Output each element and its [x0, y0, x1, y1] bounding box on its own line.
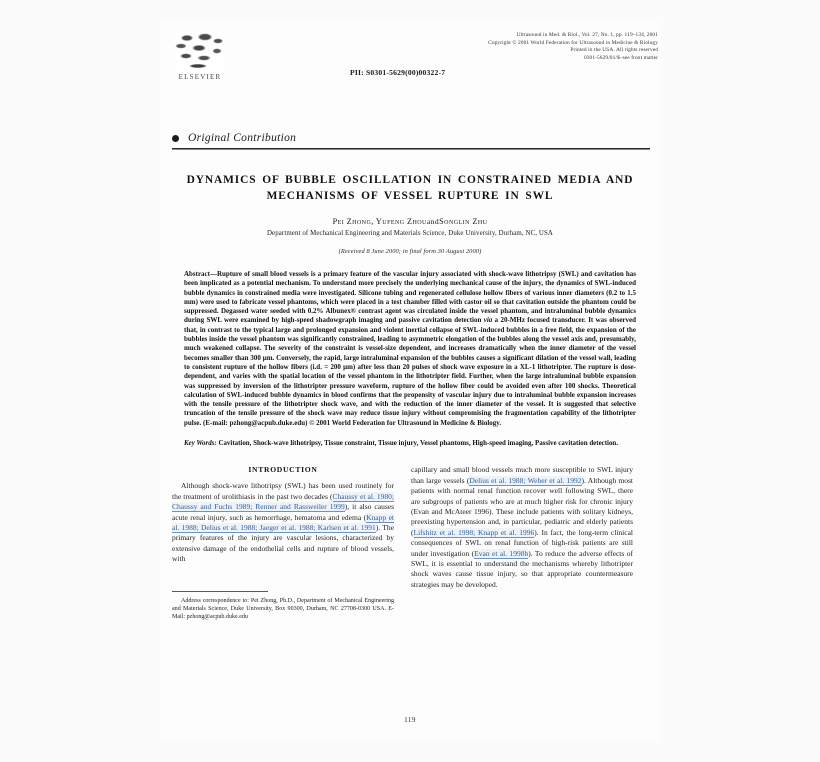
text-run: ). Although most patients with normal renal function recover well following SWL, there are subgroups of patients who are at much higher risk for chronic injury (Evan and McAteer 1996). These include patients with solitary kidneys, preexisting hypertension and, in particular, pediatric and elderly patients (: [411, 475, 633, 537]
journal-copyright-line: Copyright © 2001 World Federation for Ultrasound in Medicine & Biology: [488, 39, 658, 46]
text-run: ). To reduce the adverse effects of SWL, it is essential to understand the mechanisms whereby lithotripter shock waves cause tissue injury, so that appropriate countermeasure strategies may be developed.: [411, 548, 633, 589]
citation-link[interactable]: Delius et al. 1988; Weber et al. 1992: [469, 475, 582, 485]
text-run: Although shock-wave lithotripsy (SWL) has been used routinely for the treatment of urolithiasis in the past two decades (: [172, 481, 394, 501]
citation-link[interactable]: Knapp et al. 1988; Delius et al. 1988; Jaeger et al. 1988; Karlsen et al. 1991: [172, 512, 394, 532]
title-block: [160, 172, 660, 255]
right-column-paragraph: [411, 465, 633, 590]
section-flag-label: Original Contribution: [188, 132, 297, 144]
text-run: ). The primary features of the injury are vascular lesions, characterized by extensive damage of the endothelial cells and rupture of blood vessels, with: [172, 522, 394, 564]
authors-first: Pei Zhong, Yufeng Zhou: [332, 217, 427, 226]
abstract-lead-in: Abstract—: [184, 270, 217, 278]
page-title: DYNAMICS OF BUBBLE OSCILLATION IN CONSTRAINED MEDIA AND MECHANISMS OF VESSEL RUPTURE IN SWL: [186, 174, 634, 202]
journal-citation-block: [488, 32, 658, 62]
bullet-icon: [172, 135, 179, 142]
journal-citation-line: Ultrasound in Med. & Biol., Vol. 27, No. 1, pp. 119–134, 2001: [516, 32, 658, 38]
section-divider: [172, 148, 650, 150]
abstract-paragraph: [184, 270, 636, 428]
citation-link[interactable]: Chaussy et al. 1980; Chaussy and Fuchs 1989; Renner and Rassweiler 1999: [172, 491, 394, 512]
abstract-text-second: a 20-MHz focused transducer. It was observed that, in contrast to the typical large and prolonged expansion and violent inertial collapse of SWL-induced bubbles in a free field, the expansion of the bubbles inside the vessel phantom was significantly constrained, leading to asymmetric elongation of the bubbles along the vessel axis and, presumably, much weakened collapse. The severity of the constraint is vessel-size dependent, and increases dramatically when the inner diameter of the vessel becomes smaller than 300 μm. Conversely, the rapid, large intraluminal expansion of the bubbles causes a significant dilation of the vessel wall, leading to consistent rupture of the hollow fibers (i.d. = 200 μm) after less than 20 pulses of shock wave exposure in a XL-1 lithotripter. The rupture is dose-dependent, and varies with the spatial location of the vessel phantom in the lithotripter field. Further, when the large intraluminal bubble expansion was suppressed by inversion of the lithotripter pressure waveform, rupture of the hollow fiber could be avoided even after 100 shocks. Theoretical calculation of SWL-induced bubble dynamics in blood confirms that the propensity of vascular injury due to intraluminal bubble expansion increases with the tensile pressure of the lithotripter shock wave, and with the reduction of the inner diameter of the vessel. It is suggested that selective truncation of the tensile pressure of the shock wave may reduce tissue injury without compromising the fragmentation capability of the lithotripter pulse. (E-mail: pzhong@acpub.duke.edu) © 2001 World Federation for Ultrasound in Medicine & Biology.: [184, 316, 636, 427]
left-column: [172, 465, 394, 621]
footnote-divider: [172, 591, 268, 592]
section-flag: [160, 132, 660, 144]
journal-masthead: [160, 22, 660, 84]
authors-conjunction: and: [426, 217, 440, 226]
abstract-text-first: Rupture of small blood vessels is a primary feature of the vascular injury associated with shock-wave lithotripsy (SWL) and cavitation has been implicated as a potential mechanism. To understand more precisely the underlying mechanical cause of the injury, the dynamics of SWL-induced bubble dynamics in constrained media were investigated. Silicone tubing and regenerated cellulose hollow fibers of various inner diameters (0.2 to 1.5 mm) were used to fabricate vessel phantoms, which were placed in a test chamber filled with castor oil so that cavitation outside the phantom could be suppressed. Degassed water seeded with 0.2% Albunex® contrast agent was circulated inside the vessel phantom, and intraluminal bubble dynamics during SWL were examined by high-speed shadowgraph imaging and passive cavitation detection: [184, 270, 636, 325]
citation-link[interactable]: Lifshitz et al. 1998; Knapp et al. 1996: [413, 527, 535, 537]
correspondence-footnote: Address correspondence to: Pei Zhong, Ph.D., Department of Mechanical Engineering and Materials Science, Duke University, Box 90300, Durham, NC 27708-0300 USA. E-Mail: pzhong@acpub.duke.edu: [172, 597, 394, 620]
text-run: ). In fact, the long-term clinical consequences of SWL on renal function of high-risk patients are still under investigation (: [411, 527, 634, 558]
author-list: [182, 217, 638, 226]
elsevier-wordmark: ELSEVIER: [178, 73, 222, 81]
citation-link[interactable]: Evan et al. 1998b: [474, 548, 529, 558]
authors-last: Songlin Zhu: [439, 217, 488, 226]
page-number: 119: [404, 716, 416, 724]
body-columns: [172, 465, 648, 621]
pii-identifier: PII: S0301-5629(00)00322-7: [350, 68, 446, 77]
keywords-heading: Key Words:: [184, 439, 217, 448]
paper-sheet: [160, 22, 660, 740]
introduction-heading: INTRODUCTION: [248, 465, 318, 475]
keywords-values: Cavitation, Shock-wave lithotripsy, Tissue constraint, Tissue injury, Vessel phantoms, High-speed imaging, Passive cavitation detection.: [216, 439, 619, 448]
journal-issn-line: 0301-5629/01/$–see front matter: [583, 54, 658, 61]
journal-printed-line: Printed in the USA. All rights reserved: [570, 47, 658, 54]
elsevier-tree-icon: [173, 32, 227, 72]
keywords-line: [184, 439, 636, 448]
received-dates: (Received 8 June 2000; in final form 30 August 2000): [338, 248, 482, 255]
abstract-via-italic: via: [483, 316, 493, 325]
author-affiliation: Department of Mechanical Engineering and Materials Science, Duke University, Durham, NC, USA: [266, 230, 554, 237]
left-column-paragraph: [172, 481, 394, 564]
elsevier-logo: [173, 32, 227, 82]
text-run: ), it also causes acute renal injury, such as hemorrhage, hematoma and edema (: [172, 502, 394, 522]
text-run: capillary and small blood vessels much more susceptible to SWL injury than large vessels (: [411, 465, 633, 485]
right-column: [411, 465, 633, 621]
